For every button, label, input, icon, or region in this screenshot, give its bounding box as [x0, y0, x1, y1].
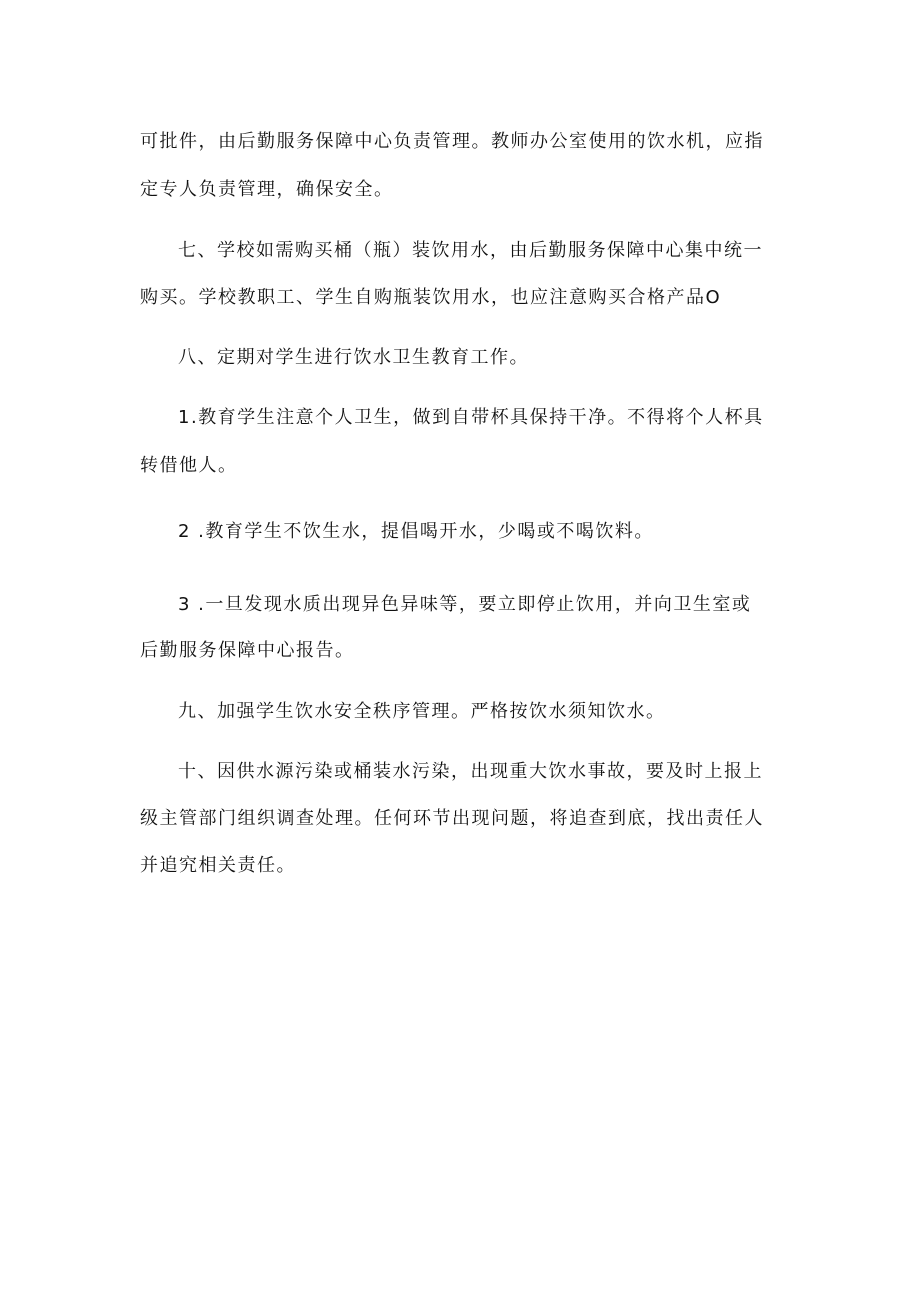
- text-line: 转借他人。: [140, 455, 238, 476]
- section-seven-line: 七、学校如需购买桶（瓶）装饮用水，由后勤服务保障中心集中统一: [178, 240, 763, 261]
- section-ten-line: 十、因供水源污染或桶装水污染，出现重大饮水事故，要及时上报上: [178, 761, 763, 782]
- text-line: 并追究相关责任。: [140, 855, 296, 876]
- text-line: 购买。学校教职工、学生自购瓶装饮用水，也应注意购买合格产品O: [140, 287, 722, 308]
- text-line: 定专人负责管理，确保安全。: [140, 179, 394, 200]
- item-one-line: 1.教育学生注意个人卫生，做到自带杯具保持干净。不得将个人杯具: [178, 407, 764, 428]
- section-eight-heading: 八、定期对学生进行饮水卫生教育工作。: [178, 347, 529, 368]
- text-line: 后勤服务保障中心报告。: [140, 640, 355, 661]
- item-three-line: 3 .一旦发现水质出现异色异味等，要立即停止饮用，并向卫生室或: [178, 594, 752, 615]
- section-nine-line: 九、加强学生饮水安全秩序管理。严格按饮水须知饮水。: [178, 701, 666, 722]
- item-two-line: 2 .教育学生不饮生水，提倡喝开水，少喝或不喝饮料。: [178, 521, 654, 542]
- text-line: 级主管部门组织调查处理。任何环节出现问题，将追查到底，找出责任人: [140, 808, 764, 829]
- text-line: 可批件，由后勤服务保障中心负责管理。教师办公室使用的饮水机，应指: [140, 131, 764, 152]
